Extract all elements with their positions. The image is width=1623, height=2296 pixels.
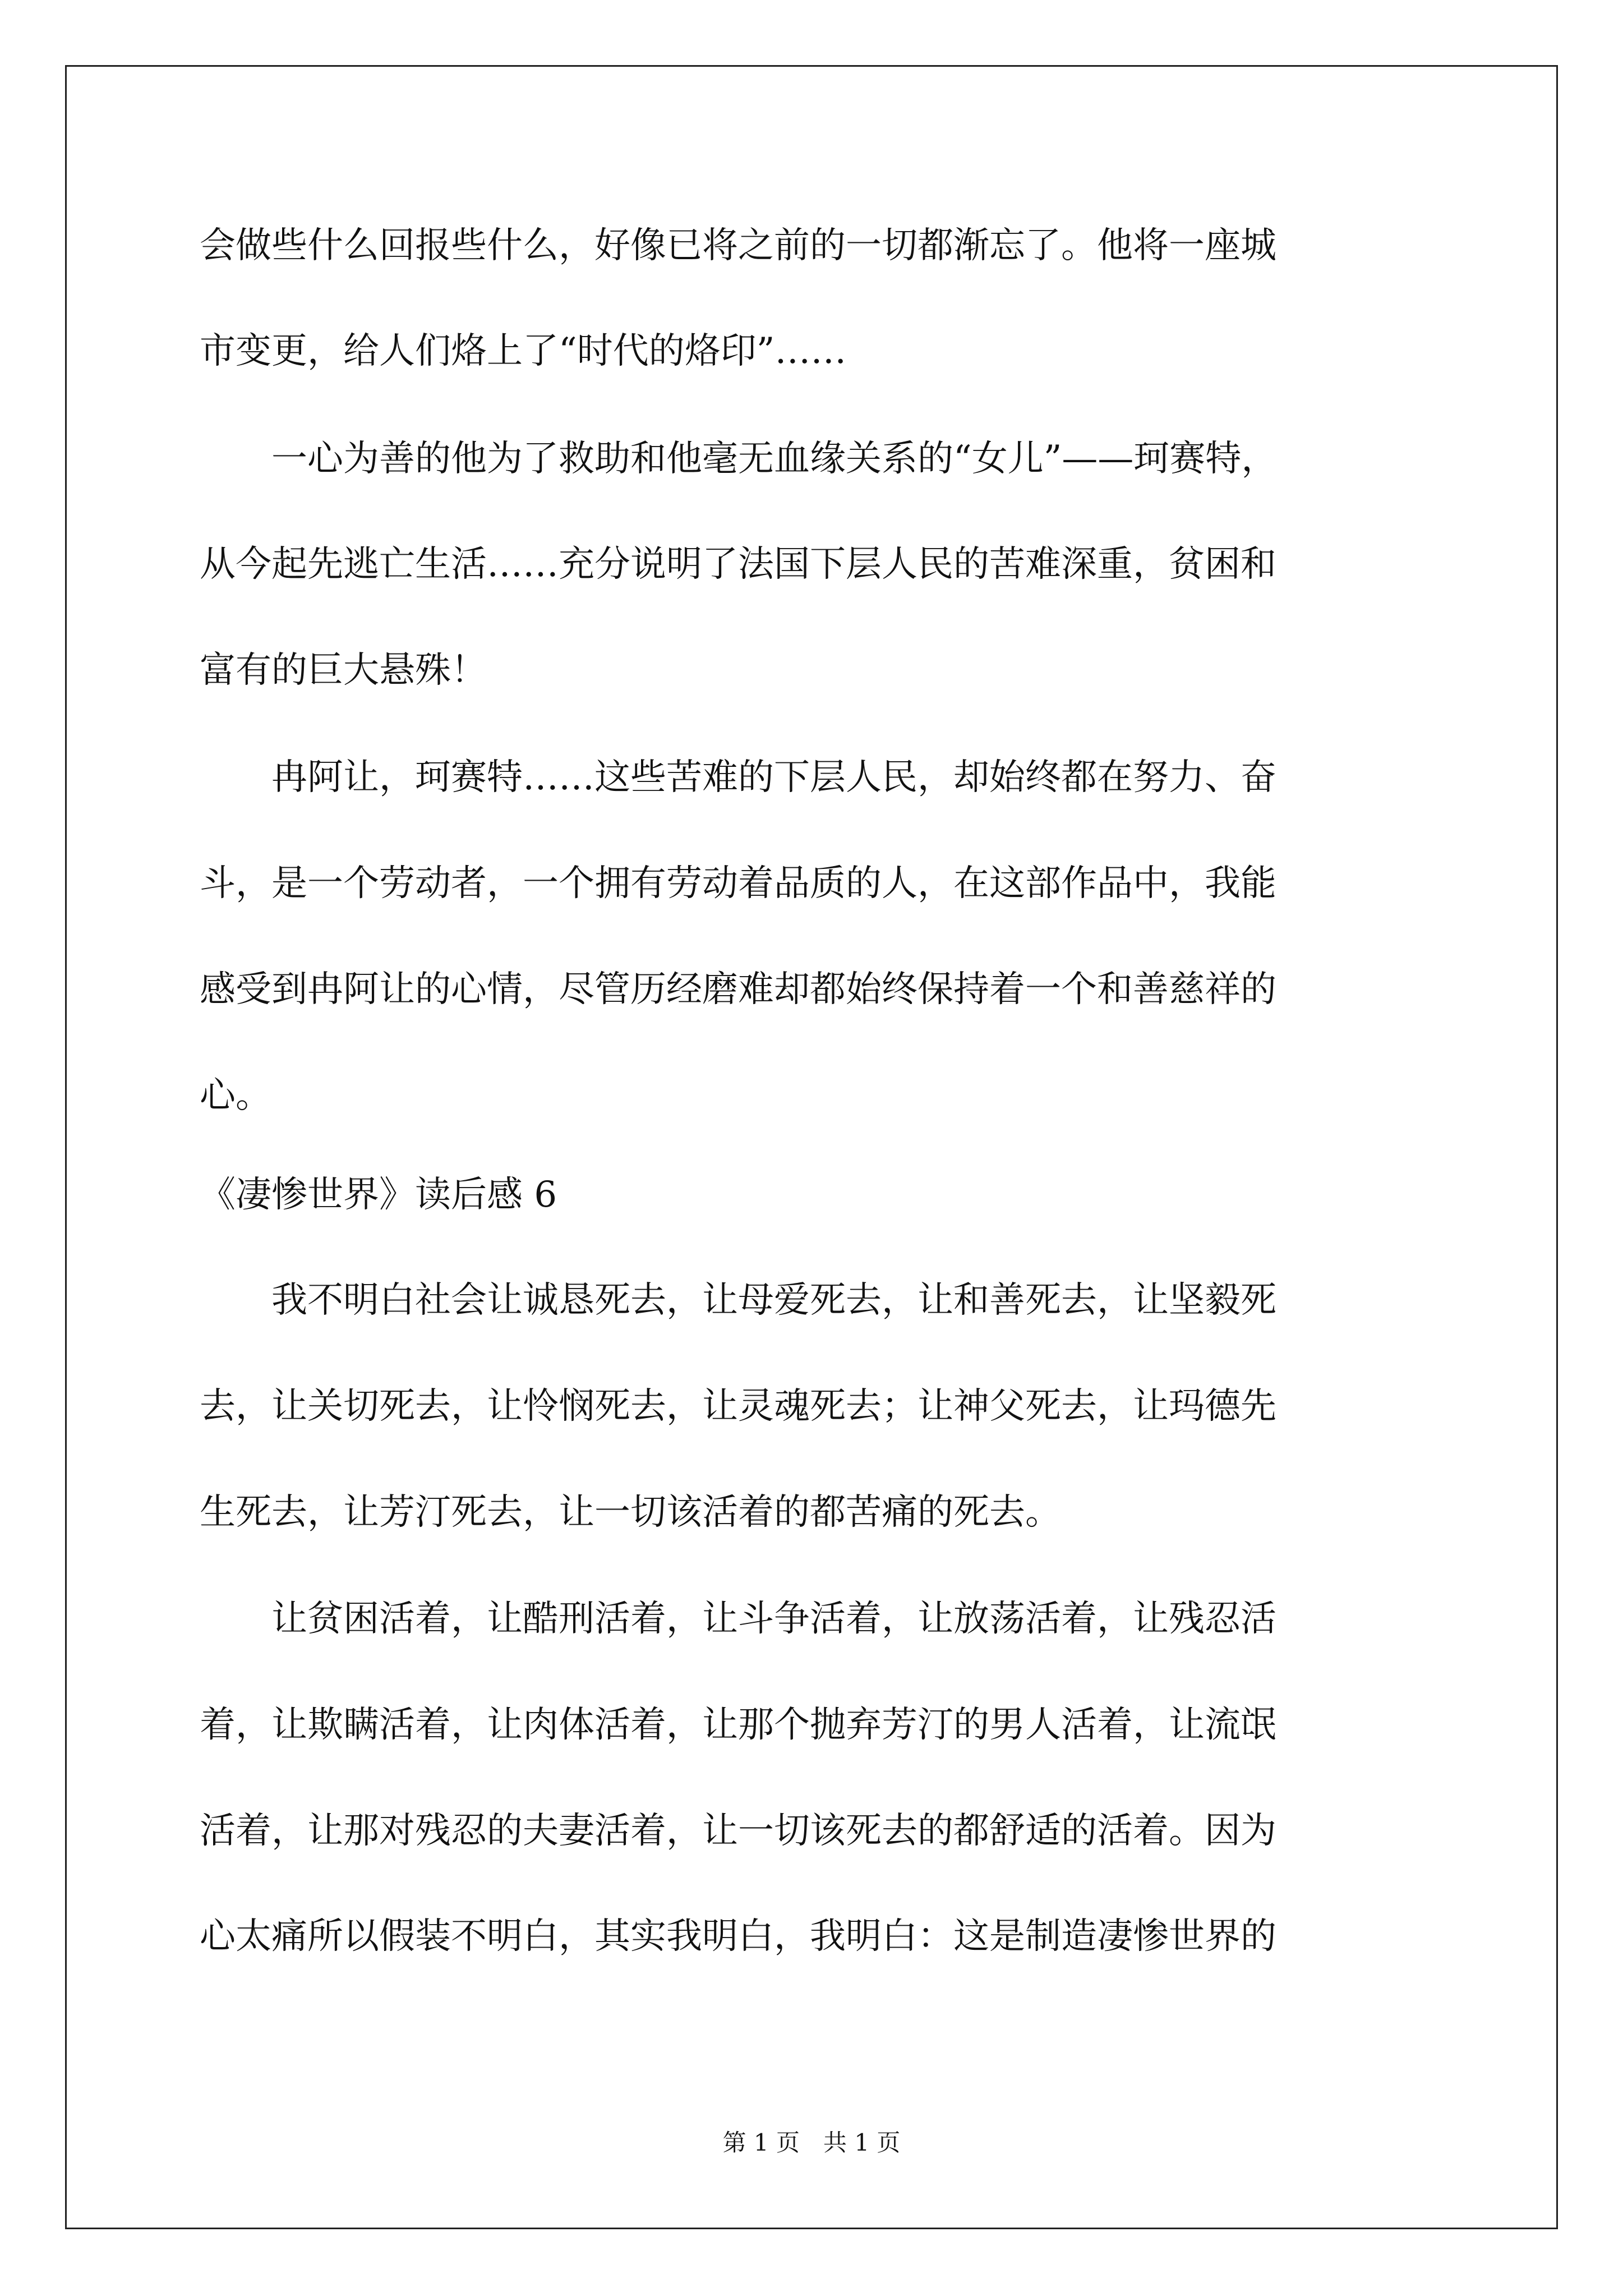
- text-line: 感受到冉阿让的心情，尽管历经磨难却都始终保持着一个和善慈祥的: [200, 969, 1276, 1010]
- section-heading: 《凄惨世界》读后感 6: [200, 1174, 557, 1216]
- text-line: 市变更，给人们烙上了“时代的烙印”……: [200, 330, 847, 372]
- text-line: 着，让欺瞒活着，让肉体活着，让那个抛弃芳汀的男人活着，让流氓: [200, 1704, 1276, 1746]
- text-line: 让贫困活着，让酷刑活着，让斗争活着，让放荡活着，让残忍活: [200, 1598, 1276, 1640]
- page-border: [65, 65, 1558, 2229]
- text-line: 心。: [200, 1075, 271, 1116]
- text-line: 斗，是一个劳动者，一个拥有劳动着品质的人，在这部作品中，我能: [200, 863, 1276, 904]
- text-line: 我不明白社会让诚恳死去，让母爱死去，让和善死去，让坚毅死: [200, 1280, 1276, 1321]
- page-number-footer: 第 1 页 共 1 页: [722, 2129, 901, 2156]
- text-line: 去，让关切死去，让怜悯死去，让灵魂死去；让神父死去，让玛德先: [200, 1386, 1276, 1427]
- text-line: 生死去，让芳汀死去，让一切该活着的都苦痛的死去。: [200, 1492, 1061, 1533]
- text-line: 从今起先逃亡生活……充分说明了法国下层人民的苦难深重，贫困和: [200, 544, 1276, 585]
- text-line: 冉阿让，珂赛特……这些苦难的下层人民，却始终都在努力、奋: [200, 757, 1276, 798]
- text-line: 富有的巨大悬殊！: [200, 650, 487, 691]
- text-line: 心太痛所以假装不明白，其实我明白，我明白：这是制造凄惨世界的: [200, 1916, 1276, 1957]
- text-line: 会做些什么回报些什么，好像已将之前的一切都渐忘了。他将一座城: [200, 225, 1276, 266]
- text-line: 一心为善的他为了救助和他毫无血缘关系的“女儿”——珂赛特，: [200, 438, 1278, 480]
- text-line: 活着，让那对残忍的夫妻活着，让一切该死去的都舒适的活着。因为: [200, 1810, 1276, 1852]
